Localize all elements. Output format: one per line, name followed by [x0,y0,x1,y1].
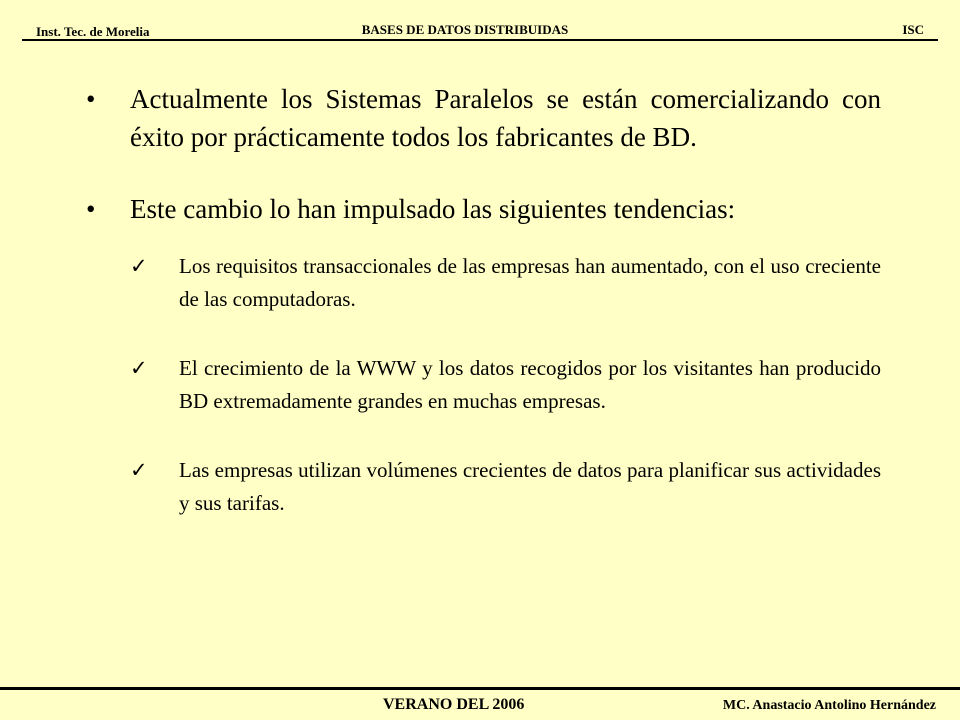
checkmark-icon: ✓ [130,254,148,278]
check-text: Los requisitos transaccionales de las empresas han aumentado, con el uso creciente de las computadoras. [179,254,881,311]
bullet-item [86,190,881,228]
author-label: MC. Anastacio Antolino Hernández [722,698,936,713]
bullet-text: Este cambio lo han impulsado las siguientes tendencias: [130,194,736,224]
institution-label: Inst. Tec. de Morelia [36,24,150,39]
footer-divider [0,687,960,690]
bullet-text: Actualmente los Sistemas Paralelos se están comercializando con éxito por prácticamente todos los fabricantes de BD. [130,84,881,152]
check-item [86,352,881,418]
checkmark-icon: ✓ [130,356,148,380]
term-label: VERANO DEL 2006 [383,696,525,713]
check-text: El crecimiento de la WWW y los datos recogidos por los visitantes han producido BD extremadamente grandes en muchas empresas. [179,356,881,413]
slide-body [86,80,881,556]
check-text: Las empresas utilizan volúmenes crecientes de datos para planificar sus actividades y sus tarifas. [179,458,881,515]
checkmark-icon: ✓ [130,458,148,482]
check-item [86,250,881,316]
header-divider [22,39,938,41]
bullet-item [86,80,881,156]
slide-header [0,0,960,44]
check-item [86,454,881,520]
course-title: BASES DE DATOS DISTRIBUIDAS [361,22,569,37]
bullet-dot-icon: • [86,84,96,114]
bullet-dot-icon: • [86,194,96,224]
program-label: ISC [902,22,924,37]
